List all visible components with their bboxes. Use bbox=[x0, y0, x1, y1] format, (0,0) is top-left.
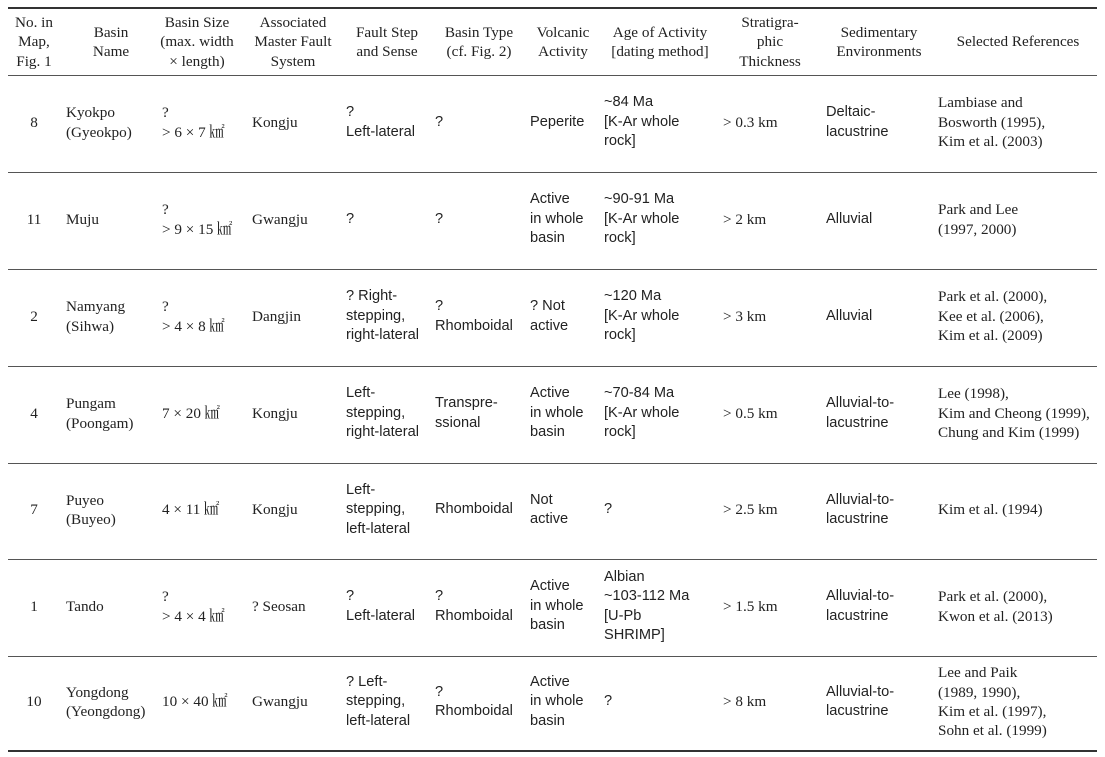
table-cell-size: ? > 6 × 7 ㎢ bbox=[162, 104, 225, 141]
table-cell-basin-type: ? Rhomboidal bbox=[435, 588, 513, 624]
table-cell-name: Namyang (Sihwa) bbox=[66, 298, 126, 335]
column-header: Associated Master Fault System bbox=[254, 13, 332, 70]
table-cell-references: Park et al. (2000), Kwon et al. (2013) bbox=[938, 588, 1053, 625]
table-cell-no: 10 bbox=[26, 693, 42, 711]
table-cell-references: Lambiase and Bosworth (1995), Kim et al. (2003) bbox=[938, 94, 1046, 151]
table-cell-thickness: > 1.5 km bbox=[723, 597, 778, 615]
table-cell-fault-step: Left- stepping, left-lateral bbox=[346, 481, 411, 537]
column-header: Basin Type (cf. Fig. 2) bbox=[444, 23, 514, 60]
table-cell-environment: Alluvial-to- lacustrine bbox=[826, 395, 895, 431]
table-cell-volcanic: Not active bbox=[530, 491, 569, 527]
table-cell-name: Puyeo (Buyeo) bbox=[66, 491, 116, 528]
table-cell-thickness: > 0.5 km bbox=[723, 404, 778, 422]
table-cell-basin-type: ? bbox=[435, 210, 444, 227]
table-cell-environment: Alluvial-to- lacustrine bbox=[826, 683, 895, 719]
table-cell-fault-step: Left- stepping, right-lateral bbox=[346, 385, 419, 441]
table-cell-no: 1 bbox=[30, 597, 38, 615]
table-cell-size: 4 × 11 ㎢ bbox=[162, 501, 220, 519]
table-cell-age: ~84 Ma [K-Ar whole rock] bbox=[604, 94, 680, 150]
table-cell-thickness: > 0.3 km bbox=[723, 113, 778, 131]
table-cell-environment: Alluvial-to- lacustrine bbox=[826, 588, 895, 624]
column-header: Sedimentary Environments bbox=[836, 23, 922, 60]
table-cell-environment: Alluvial bbox=[826, 210, 873, 227]
table-cell-volcanic: Active in whole basin bbox=[530, 578, 584, 634]
table-cell-no: 4 bbox=[30, 404, 38, 422]
table-bottom-rule bbox=[8, 750, 1097, 752]
table-cell-basin-type: Transpre- ssional bbox=[435, 395, 498, 431]
table-cell-no: 11 bbox=[26, 210, 42, 228]
table-cell-volcanic: Peperite bbox=[530, 113, 585, 130]
table-cell-size: 10 × 40 ㎢ bbox=[162, 693, 228, 711]
table-cell-volcanic: Active in whole basin bbox=[530, 385, 584, 441]
table-cell-fault-system: Kongju bbox=[252, 404, 298, 422]
table-cell-name: Kyokpo (Gyeokpo) bbox=[66, 104, 132, 141]
table-cell-name: Pungam (Poongam) bbox=[66, 395, 134, 432]
table-top-rule bbox=[8, 7, 1097, 9]
row-divider bbox=[8, 269, 1097, 270]
table-cell-basin-type: ? Rhomboidal bbox=[435, 298, 513, 334]
table-cell-volcanic: Active in whole basin bbox=[530, 191, 584, 247]
table-cell-name: Tando bbox=[66, 597, 104, 615]
table-cell-age: ~90-91 Ma [K-Ar whole rock] bbox=[604, 191, 680, 247]
table-cell-age: ? bbox=[604, 501, 613, 518]
row-divider bbox=[8, 172, 1097, 173]
table-cell-fault-system: ? Seosan bbox=[252, 597, 306, 615]
column-header: Basin Size (max. width × length) bbox=[160, 13, 234, 70]
table-cell-no: 8 bbox=[30, 113, 38, 131]
table-cell-volcanic: Active in whole basin bbox=[530, 673, 584, 729]
table-cell-basin-type: ? Rhomboidal bbox=[435, 683, 513, 719]
column-header: Fault Step and Sense bbox=[355, 23, 419, 60]
column-header: No. in Map, Fig. 1 bbox=[15, 13, 53, 70]
column-header: Selected References bbox=[956, 33, 1080, 51]
table-cell-references: Lee and Paik (1989, 1990), Kim et al. (1997), Sohn et al. (1999) bbox=[938, 664, 1047, 740]
row-divider bbox=[8, 366, 1097, 367]
table-cell-references: Kim et al. (1994) bbox=[938, 501, 1043, 519]
row-divider bbox=[8, 656, 1097, 657]
table-cell-fault-system: Gwangju bbox=[252, 210, 308, 228]
table-cell-age: ~70-84 Ma [K-Ar whole rock] bbox=[604, 385, 680, 441]
table-cell-fault-step: ? Left-lateral bbox=[346, 104, 415, 140]
table-cell-fault-step: ? Left-lateral bbox=[346, 588, 415, 624]
table-cell-basin-type: Rhomboidal bbox=[435, 501, 513, 518]
table-cell-size: 7 × 20 ㎢ bbox=[162, 404, 220, 422]
table-cell-name: Muju bbox=[66, 210, 99, 228]
table-cell-fault-system: Kongju bbox=[252, 501, 298, 519]
table-cell-thickness: > 8 km bbox=[723, 693, 767, 711]
table-cell-fault-system: Gwangju bbox=[252, 693, 308, 711]
table-cell-age: ? bbox=[604, 693, 613, 710]
table-cell-no: 7 bbox=[30, 501, 38, 519]
table-cell-environment: Alluvial bbox=[826, 307, 873, 324]
table-cell-environment: Alluvial-to- lacustrine bbox=[826, 491, 895, 527]
table-cell-thickness: > 2.5 km bbox=[723, 501, 778, 519]
row-divider bbox=[8, 463, 1097, 464]
header-rule bbox=[8, 75, 1097, 76]
table-cell-fault-system: Kongju bbox=[252, 113, 298, 131]
table-cell-basin-type: ? bbox=[435, 113, 444, 130]
table-cell-thickness: > 2 km bbox=[723, 210, 767, 228]
table-cell-fault-step: ? bbox=[346, 210, 355, 227]
table-cell-age: ~120 Ma [K-Ar whole rock] bbox=[604, 288, 680, 344]
column-header: Basin Name bbox=[92, 23, 130, 60]
table-cell-fault-step: ? Right- stepping, right-lateral bbox=[346, 288, 419, 344]
table-cell-references: Lee (1998), Kim and Cheong (1999), Chung and Kim (1999) bbox=[938, 385, 1090, 442]
column-header: Volcanic Activity bbox=[536, 23, 590, 60]
table-cell-environment: Deltaic- lacustrine bbox=[826, 104, 889, 140]
column-header: Stratigra- phic Thickness bbox=[739, 13, 801, 70]
table-cell-volcanic: ? Not active bbox=[530, 298, 569, 334]
table-cell-fault-system: Dangjin bbox=[252, 307, 301, 325]
table-cell-name: Yongdong (Yeongdong) bbox=[66, 683, 146, 720]
row-divider bbox=[8, 559, 1097, 560]
table-cell-size: ? > 9 × 15 ㎢ bbox=[162, 201, 233, 238]
table-cell-age: Albian ~103-112 Ma [U-Pb SHRIMP] bbox=[604, 568, 690, 643]
column-header: Age of Activity [dating method] bbox=[611, 23, 709, 60]
table-cell-references: Park and Lee (1997, 2000) bbox=[938, 201, 1019, 238]
table-cell-size: ? > 4 × 8 ㎢ bbox=[162, 298, 225, 335]
table-cell-references: Park et al. (2000), Kee et al. (2006), Kim et al. (2009) bbox=[938, 288, 1048, 345]
table-cell-fault-step: ? Left- stepping, left-lateral bbox=[346, 673, 411, 729]
table-cell-no: 2 bbox=[30, 307, 38, 325]
table-cell-thickness: > 3 km bbox=[723, 307, 767, 325]
table-cell-size: ? > 4 × 4 ㎢ bbox=[162, 588, 225, 625]
